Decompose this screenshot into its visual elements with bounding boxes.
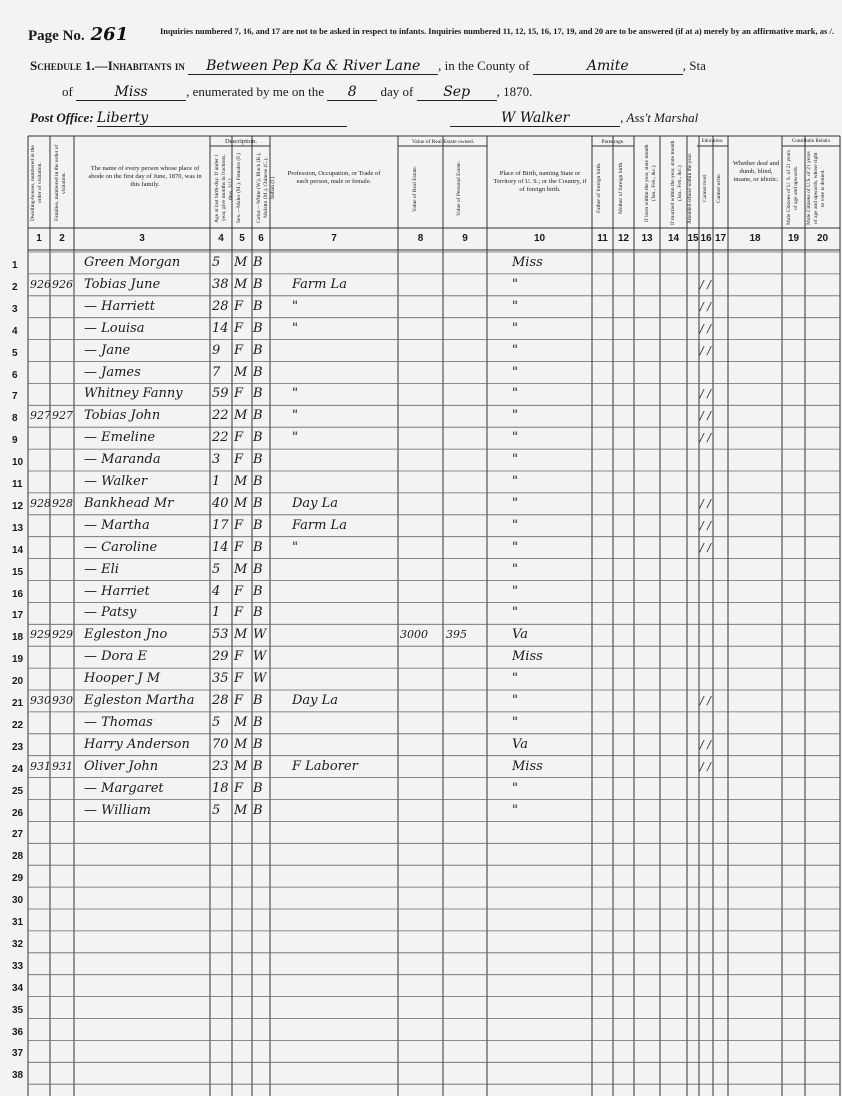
birthplace: " (512, 605, 518, 621)
instruction-notice: Inquiries numbered 7, 16, and 17 are not to be asked in respect to infants. Inquiries numbered 11, 12, 15, 16, 17, 19, and 20 are to be answered (if at a) merely by an affirmative mark, as /. (160, 26, 834, 36)
color: B (253, 802, 263, 818)
birthplace: " (512, 298, 518, 314)
person-name: — Maranda (84, 452, 161, 468)
row-number: 7 (12, 391, 18, 403)
person-name: Harry Anderson (84, 736, 190, 752)
column-number: 11 (597, 233, 608, 244)
birthplace: Va (512, 627, 528, 643)
person-name: — Patsy (84, 605, 137, 621)
color: B (253, 583, 263, 599)
day-of-label: day of (380, 84, 414, 99)
birthplace: " (512, 364, 518, 380)
person-name: — Dora E (84, 649, 147, 665)
value-group-header: Value of Real Estate owned. (411, 139, 475, 145)
person-name: — Harriet (84, 583, 150, 599)
county-field: Amite (533, 58, 683, 75)
occupation: " (292, 430, 298, 446)
birthplace: " (512, 583, 518, 599)
birthplace: " (512, 780, 518, 796)
birthplace: " (512, 474, 518, 489)
col6-header: Color.—White (W.), Black (B.), Mulatto (M.), Chinese (C.), Indian (I.) (256, 152, 276, 224)
row-number: 23 (12, 741, 24, 753)
education-marks: / / (700, 540, 711, 554)
age: 17 (212, 517, 229, 533)
row-number: 14 (12, 544, 24, 556)
education-marks: / / (700, 518, 711, 532)
age: 23 (212, 758, 229, 774)
age: 5 (212, 561, 221, 577)
row-number: 36 (12, 1026, 24, 1038)
col20-header: Male Citizens of U.S. of 21 years of age and upwards, whose right to vote is denied. (806, 151, 826, 225)
sex: M (234, 255, 248, 270)
education-marks: / / (700, 299, 711, 313)
row-number: 17 (12, 610, 24, 622)
person-name: Bankhead Mr (84, 495, 174, 511)
post-office-line: Post Office: Liberty W Walker , Ass't Marshal (30, 110, 699, 126)
education-marks: / / (700, 496, 711, 510)
sex: F (234, 780, 244, 796)
row-number: 38 (12, 1070, 24, 1082)
birthplace: Miss (512, 758, 543, 774)
color: W (253, 649, 267, 665)
education-marks: / / (700, 431, 711, 445)
row-number: 20 (12, 676, 24, 688)
row-number: 10 (12, 457, 24, 469)
birthplace: " (512, 561, 518, 577)
color: B (253, 780, 263, 796)
family-number: 927 (52, 409, 73, 423)
person-name: Oliver John (84, 758, 159, 774)
column-number: 10 (533, 233, 546, 244)
col13-header: If born within the year, state month (Jan., Feb., &c.) (644, 144, 657, 222)
col17-header: Cannot write. (716, 173, 722, 203)
row-number: 3 (12, 303, 18, 315)
color: B (253, 693, 263, 708)
age: 18 (212, 780, 229, 796)
row-number: 28 (12, 851, 24, 863)
column-number: 7 (331, 233, 337, 244)
of-label: of (62, 84, 73, 99)
sex: F (234, 583, 244, 599)
column-number: 5 (239, 233, 245, 244)
color: W (253, 671, 267, 687)
sex: F (234, 320, 244, 336)
personal-estate-value: 395 (446, 628, 467, 642)
color: B (253, 276, 263, 292)
column-number: 17 (714, 233, 727, 244)
person-name: — Louisa (84, 320, 145, 336)
age: 22 (212, 408, 229, 424)
sex: M (234, 736, 248, 752)
age: 28 (212, 298, 229, 314)
birthplace: " (512, 320, 518, 336)
age: 5 (212, 714, 221, 730)
col7-header: Profession, Occupation, or Trade of each person, male or female. (287, 170, 381, 185)
age: 7 (212, 364, 221, 380)
dwelling-number: 928 (30, 496, 51, 510)
person-name: Whitney Fanny (84, 386, 183, 402)
birthplace: " (512, 693, 518, 708)
row-number: 34 (12, 982, 24, 994)
age: 28 (212, 693, 229, 708)
sex: M (234, 627, 248, 643)
column-number: 15 (687, 233, 699, 244)
sex: F (234, 693, 244, 708)
person-name: Hooper J M (84, 671, 161, 687)
parentage-header: Parentage. (601, 139, 625, 145)
person-name: — Margaret (84, 780, 164, 796)
person-name: Tobias John (84, 408, 161, 424)
state-field: Miss (76, 84, 186, 101)
color: B (253, 342, 263, 358)
age: 22 (212, 430, 229, 446)
color: B (253, 714, 263, 730)
column-number: 9 (462, 233, 468, 244)
dwelling-number: 926 (30, 277, 51, 291)
color: B (253, 364, 263, 380)
occupation: " (292, 298, 298, 314)
person-name: Egleston Martha (84, 693, 195, 708)
color: B (253, 517, 263, 533)
sex: M (234, 802, 248, 818)
birthplace: " (512, 342, 518, 358)
col9-header: Value of Personal Estate. (456, 161, 462, 217)
row-number: 4 (12, 325, 18, 337)
birthplace: " (512, 495, 518, 511)
person-name: Green Morgan (84, 255, 181, 270)
col3-header: The name of every person whose place of abode on the first day of June, 1870, was in this family. (88, 165, 202, 188)
row-number: 9 (12, 435, 18, 447)
sex: F (234, 452, 244, 468)
year: 1870. (503, 84, 533, 99)
col10-header: Place of Birth, naming State or Territory of U. S.; or the Country, if of foreign birth. (493, 170, 587, 193)
age: 9 (212, 342, 221, 358)
description-header: Description. (225, 138, 257, 145)
education-marks: / / (700, 387, 711, 401)
color: B (253, 408, 263, 424)
person-name: — Martha (84, 517, 150, 533)
state-label: Sta (689, 58, 706, 73)
color: B (253, 474, 263, 489)
birthplace: Miss (512, 649, 543, 665)
sex: F (234, 671, 244, 687)
person-name: — Walker (84, 474, 148, 489)
family-number: 931 (52, 759, 73, 773)
enumeration-line: of Miss , enumerated by me on the 8 day of Sep , 1870. (62, 84, 533, 100)
person-name: — Eli (84, 561, 119, 577)
marshal-signature: W Walker (450, 110, 620, 127)
col5-header: Sex.—Males (M.), Females (F.) (236, 153, 242, 223)
col16-header: Cannot read. (702, 173, 708, 203)
color: B (253, 736, 263, 752)
column-number: 14 (667, 233, 680, 244)
color: B (253, 255, 263, 270)
color: B (253, 605, 263, 621)
family-number: 930 (52, 694, 73, 707)
sex: F (234, 298, 244, 314)
person-name: Egleston Jno (84, 627, 168, 643)
birthplace: " (512, 452, 518, 468)
age: 38 (212, 276, 229, 292)
person-name: — Jane (84, 342, 131, 358)
col15-header: Attended school within the year. (687, 152, 693, 224)
color: B (253, 539, 263, 555)
birthplace: " (512, 517, 518, 533)
column-number: 18 (749, 233, 761, 244)
constitutional-header: Constitutio Relatio (792, 139, 830, 144)
occupation: " (292, 320, 298, 336)
column-number: 19 (787, 233, 800, 244)
day-field: 8 (327, 84, 377, 101)
col4-header: Age at last birth-day. If under 1 year, give months in fractions, thus, 3/12. (214, 153, 234, 223)
row-number: 18 (12, 632, 24, 644)
sex: M (234, 474, 248, 489)
age: 1 (212, 605, 221, 621)
sex: F (234, 342, 244, 358)
education-marks: / / (700, 694, 711, 707)
dwelling-number: 927 (30, 409, 51, 423)
age: 14 (212, 320, 229, 336)
sex: F (234, 649, 244, 665)
real-estate-value: 3000 (400, 628, 428, 642)
sex: M (234, 561, 248, 577)
dwelling-number: 929 (30, 628, 51, 642)
color: B (253, 430, 263, 446)
sex: M (234, 408, 248, 424)
column-number: 20 (816, 233, 829, 244)
row-number: 26 (12, 807, 24, 819)
col14-header: If married within the year, state month (Jan., Feb., &c.) (670, 140, 683, 226)
age: 5 (212, 802, 221, 818)
row-number: 12 (12, 500, 24, 512)
occupation: " (292, 386, 298, 402)
age: 70 (212, 736, 229, 752)
sex: M (234, 276, 248, 292)
month-field: Sep (417, 84, 497, 101)
column-number: 4 (218, 233, 224, 244)
birthplace: " (512, 539, 518, 555)
occupation: " (292, 539, 298, 555)
education-marks: / / (700, 737, 711, 751)
person-name: Tobias June (84, 276, 161, 292)
occupation: Farm La (292, 276, 347, 292)
education-header: Education. (701, 139, 724, 144)
row-number: 8 (12, 413, 18, 425)
birthplace: Va (512, 736, 528, 752)
person-name: — William (84, 802, 151, 818)
page-label: Page No. (28, 28, 85, 44)
color: B (253, 758, 263, 774)
age: 4 (212, 583, 221, 599)
row-number: 5 (12, 347, 18, 359)
sex: M (234, 714, 248, 730)
sex: F (234, 430, 244, 446)
color: B (253, 386, 263, 402)
occupation: Day La (292, 495, 339, 511)
column-number: 12 (617, 233, 630, 244)
birthplace: " (512, 408, 518, 424)
family-number: 928 (52, 496, 73, 510)
county-label: in the County of (444, 58, 530, 73)
color: B (253, 298, 263, 314)
column-number: 1 (36, 233, 42, 244)
row-number: 31 (12, 917, 24, 928)
dwelling-number: 930 (30, 694, 51, 707)
age: 3 (212, 452, 221, 468)
age: 59 (212, 386, 229, 402)
col8-header: Value of Real Estate. (412, 165, 418, 213)
row-number: 13 (12, 522, 24, 534)
col1-header: Dwelling-houses, numbered in the order of visitation. (30, 145, 43, 221)
color: B (253, 320, 263, 336)
enumerated-label: enumerated by me on the (192, 84, 324, 99)
birthplace: " (512, 671, 518, 687)
sex: M (234, 495, 248, 511)
occupation: F Laborer (292, 758, 358, 774)
age: 1 (212, 474, 221, 489)
row-number: 22 (12, 719, 24, 731)
place-field: Between Pep Ka & River Lane (188, 58, 438, 75)
age: 40 (212, 495, 229, 511)
occupation: Farm La (292, 517, 347, 533)
column-number: 8 (417, 233, 424, 244)
sex: M (234, 364, 248, 380)
row-number: 37 (12, 1048, 24, 1060)
row-number: 16 (12, 588, 24, 600)
age: 29 (212, 649, 229, 665)
page-number: 261 (90, 24, 129, 45)
row-number: 21 (12, 698, 24, 709)
birthplace: " (512, 386, 518, 402)
age: 35 (212, 671, 229, 687)
row-number: 2 (12, 281, 18, 293)
col2-header: Families, numbered in the order of visitation. (54, 144, 67, 222)
column-number: 13 (641, 233, 653, 244)
column-number: 6 (258, 233, 264, 244)
color: B (253, 561, 263, 577)
education-marks: / / (700, 321, 711, 335)
row-number: 6 (12, 369, 18, 381)
schedule-line: Schedule 1.—Inhabitants in Between Pep Ka & River Lane , in the County of Amite , Sta (30, 58, 706, 74)
schedule-label: Schedule 1.—Inhabitants in (30, 58, 185, 73)
birthplace: " (512, 714, 518, 730)
row-number: 1 (12, 260, 18, 271)
sex: F (234, 605, 244, 621)
person-name: — Emeline (84, 430, 156, 446)
person-name: — Harriett (84, 298, 155, 314)
column-number: 16 (700, 233, 712, 244)
person-name: — Thomas (84, 714, 153, 730)
row-number: 29 (12, 873, 24, 885)
column-number: 2 (59, 233, 65, 244)
birthplace: " (512, 276, 518, 292)
dwelling-number: 931 (30, 759, 51, 773)
sex: F (234, 386, 244, 402)
row-number: 15 (12, 566, 24, 578)
person-name: — James (84, 364, 141, 380)
birthplace: " (512, 430, 518, 446)
row-number: 35 (12, 1004, 24, 1016)
education-marks: / / (700, 409, 711, 423)
col11-header: Father of foreign birth. (596, 162, 602, 214)
row-number: 11 (12, 479, 23, 490)
education-marks: / / (700, 277, 711, 291)
row-number: 32 (12, 938, 24, 950)
row-number: 33 (12, 960, 24, 972)
age: 5 (212, 255, 221, 270)
row-number: 19 (12, 654, 24, 666)
marshal-label: Ass't Marshal (626, 110, 699, 125)
birthplace: Miss (512, 255, 543, 270)
post-office-label: Post Office: (30, 110, 94, 125)
education-marks: / / (700, 759, 711, 773)
row-number: 27 (12, 829, 24, 841)
post-office-field: Liberty (97, 110, 347, 127)
color: B (253, 452, 263, 468)
age: 53 (212, 627, 229, 643)
family-number: 929 (52, 628, 73, 642)
sex: M (234, 758, 248, 774)
sex: F (234, 517, 244, 533)
column-number: 3 (139, 233, 145, 244)
col19-header: Male Citizens of U. S. of 21 years of age and upwards. (786, 150, 799, 226)
col18-header: Whether deaf and dumb, blind, insane, or idiotic. (732, 160, 780, 183)
education-marks: / / (700, 343, 711, 357)
age: 14 (212, 539, 229, 555)
row-number: 30 (12, 895, 24, 907)
occupation: " (292, 408, 298, 424)
col12-header: Mother of foreign birth. (618, 161, 624, 215)
occupation: Day La (292, 693, 339, 708)
color: B (253, 495, 263, 511)
person-name: — Caroline (84, 539, 158, 555)
birthplace: " (512, 802, 518, 818)
family-number: 926 (52, 277, 73, 291)
row-number: 25 (12, 785, 24, 797)
sex: F (234, 539, 244, 555)
color: W (253, 627, 267, 643)
row-number: 24 (12, 763, 24, 775)
